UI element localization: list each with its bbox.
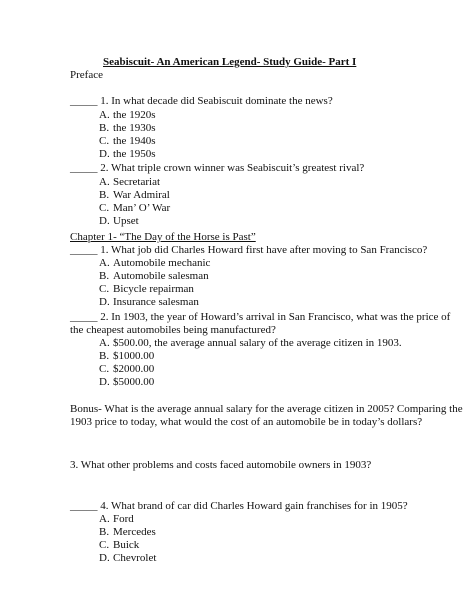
option-a: A. Automobile mechanic [99, 257, 211, 269]
bonus-question-line2: 1903 price to today, what would the cost of an automobile be in today’s dollars? [70, 416, 423, 428]
option-c: C. Bicycle repairman [99, 283, 194, 295]
option-b: B. the 1930s [99, 122, 156, 134]
option-d: D. $5000.00 [99, 376, 155, 388]
section-heading-chapter-1: Chapter 1- “The Day of the Horse is Past” [70, 231, 256, 243]
option-c: C. $2000.00 [99, 363, 155, 375]
question-chapter1-2-line2: the cheapest automobiles being manufactured? [70, 324, 276, 336]
bonus-question-line1: Bonus- What is the average annual salary for the average citizen in 2005? Comparing the [70, 403, 463, 415]
question-chapter1-1: _____ 1. What job did Charles Howard first have after moving to San Francisco? [70, 244, 428, 256]
question-preface-2: _____ 2. What triple crown winner was Seabiscuit’s greatest rival? [70, 162, 365, 174]
option-d: D. Insurance salesman [99, 296, 199, 308]
option-b: B. War Admiral [99, 189, 170, 201]
option-b: B. Automobile salesman [99, 270, 209, 282]
option-a: A. the 1920s [99, 109, 156, 121]
section-heading-preface: Preface [70, 69, 103, 81]
option-a: A. Ford [99, 513, 134, 525]
option-b: B. $1000.00 [99, 350, 155, 362]
question-chapter1-3: 3. What other problems and costs faced automobile owners in 1903? [70, 459, 372, 471]
question-chapter1-4: _____ 4. What brand of car did Charles Howard gain franchises for in 1905? [70, 500, 408, 512]
option-d: D. the 1950s [99, 148, 156, 160]
option-c: C. the 1940s [99, 135, 156, 147]
option-c: C. Man’ O’ War [99, 202, 171, 214]
option-c: C. Buick [99, 539, 140, 551]
option-d: D. Upset [99, 215, 139, 227]
option-a: A. $500.00, the average annual salary of the average citizen in 1903. [99, 337, 402, 349]
question-chapter1-2-line1: _____ 2. In 1903, the year of Howard’s arrival in San Francisco, what was the price of [70, 311, 451, 323]
option-d: D. Chevrolet [99, 552, 157, 564]
option-a: A. Secretariat [99, 176, 161, 188]
page-title: Seabiscuit- An American Legend- Study Guide- Part I [103, 56, 357, 68]
option-b: B. Mercedes [99, 526, 156, 538]
question-preface-1: _____ 1. In what decade did Seabiscuit dominate the news? [70, 95, 333, 107]
